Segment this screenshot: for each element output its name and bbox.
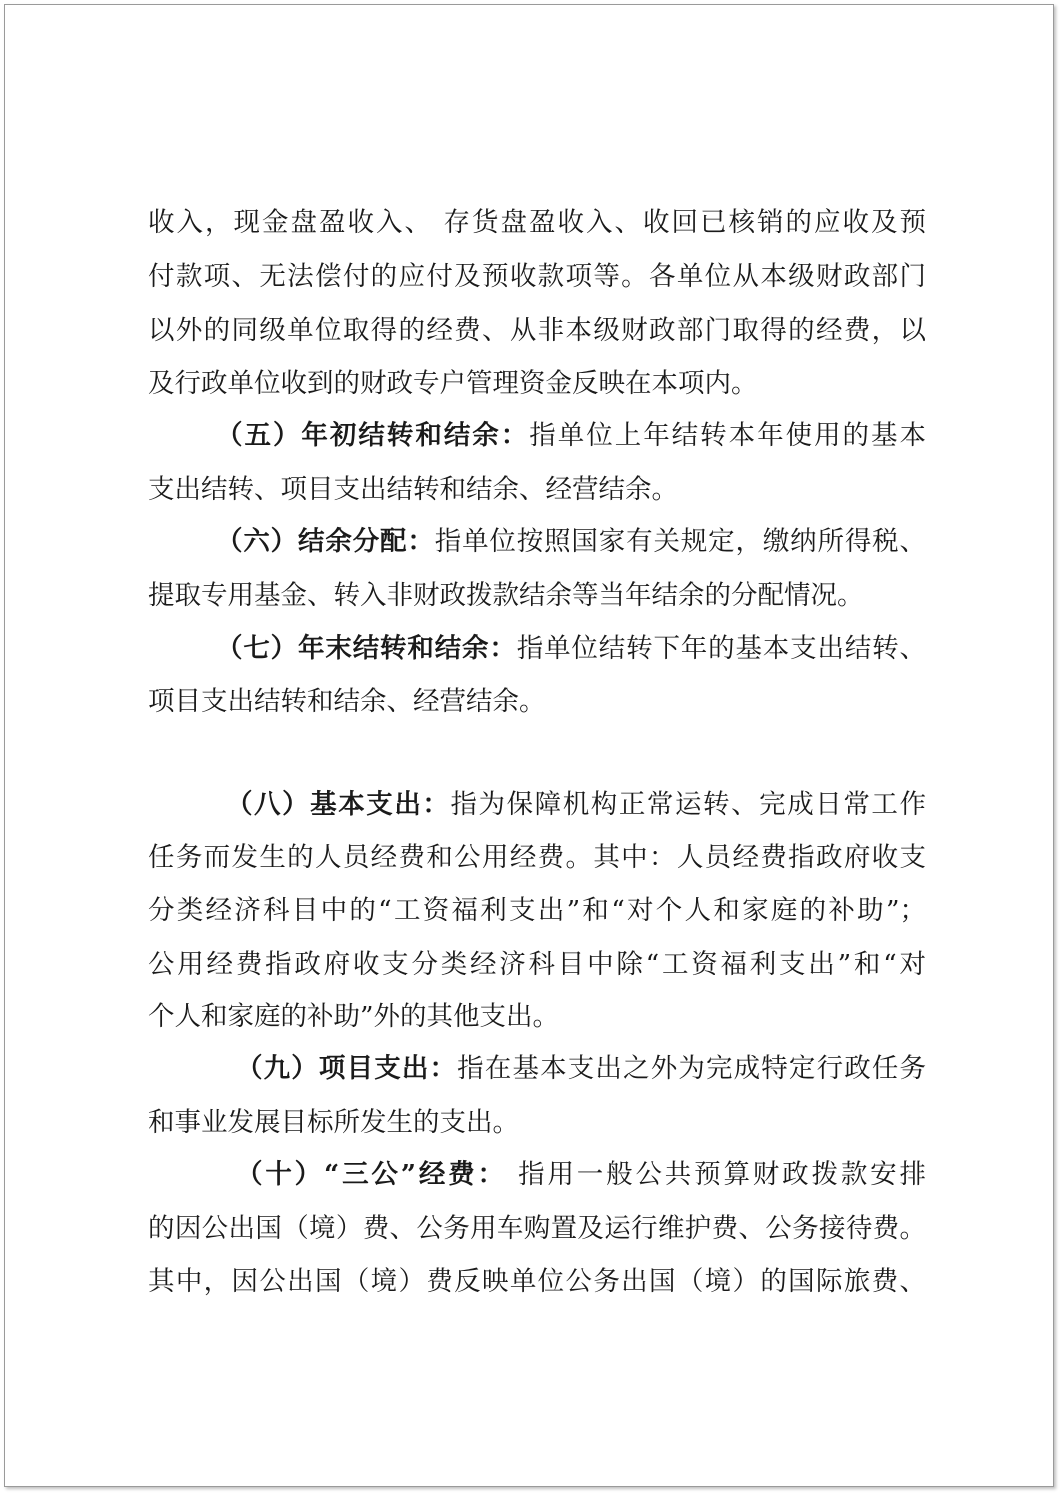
body-line: 和事业发展目标所发生的支出。 bbox=[148, 1107, 519, 1138]
section-heading: （七）年末结转和结余： bbox=[216, 633, 517, 664]
section-text: 指为保障机构正常运转、完成日常工作 bbox=[450, 789, 926, 820]
body-line: 收入，现金盘盈收入、 存货盘盈收入、收回已核销的应收及预 bbox=[148, 207, 926, 238]
section-heading: （五）年初结转和结余： bbox=[216, 420, 530, 451]
section-heading: （十）“三公”经费： bbox=[236, 1159, 507, 1190]
section-heading-line bbox=[216, 416, 926, 456]
section-text: 指单位结转下年的基本支出结转、 bbox=[516, 633, 927, 664]
body-line: 支出结转、项目支出结转和结余、经营结余。 bbox=[148, 474, 678, 505]
body-line: 任务而发生的人员经费和公用经费。其中：人员经费指政府收支 bbox=[148, 842, 926, 873]
section-heading-line bbox=[216, 522, 926, 562]
section-text: 指用一般公共预算财政拨款安排 bbox=[506, 1159, 926, 1190]
body-line: 及行政单位收到的财政专户管理资金反映在本项内。 bbox=[148, 368, 758, 399]
section-text: 指单位上年结转本年使用的基本 bbox=[529, 420, 927, 451]
section-heading-line bbox=[226, 785, 926, 825]
section-heading-line bbox=[236, 1049, 926, 1089]
body-line: 公用经费指政府收支分类经济科目中除“工资福利支出”和“对 bbox=[148, 949, 926, 980]
body-line: 付款项、无法偿付的应付及预收款项等。各单位从本级财政部门 bbox=[148, 261, 926, 292]
section-heading: （八）基本支出： bbox=[226, 789, 451, 820]
body-line: 以外的同级单位取得的经费、从非本级财政部门取得的经费，以 bbox=[148, 315, 926, 346]
section-heading-line bbox=[216, 629, 926, 669]
section-heading: （九）项目支出： bbox=[236, 1053, 458, 1084]
section-text: 指单位按照国家有关规定，缴纳所得税、 bbox=[434, 526, 927, 557]
section-heading-line bbox=[236, 1155, 926, 1195]
section-heading: （六）结余分配： bbox=[216, 526, 435, 557]
body-line: 分类经济科目中的“工资福利支出”和“对个人和家庭的补助”； bbox=[148, 895, 926, 926]
body-line: 其中，因公出国（境）费反映单位公务出国（境）的国际旅费、 bbox=[148, 1266, 926, 1297]
body-line: 的因公出国（境）费、公务用车购置及运行维护费、公务接待费。 bbox=[148, 1213, 926, 1244]
body-line: 项目支出结转和结余、经营结余。 bbox=[148, 686, 546, 717]
section-text: 指在基本支出之外为完成特定行政任务 bbox=[457, 1053, 927, 1084]
body-line: 个人和家庭的补助”外的其他支出。 bbox=[148, 1001, 560, 1032]
body-line: 提取专用基金、转入非财政拨款结余等当年结余的分配情况。 bbox=[148, 580, 864, 611]
